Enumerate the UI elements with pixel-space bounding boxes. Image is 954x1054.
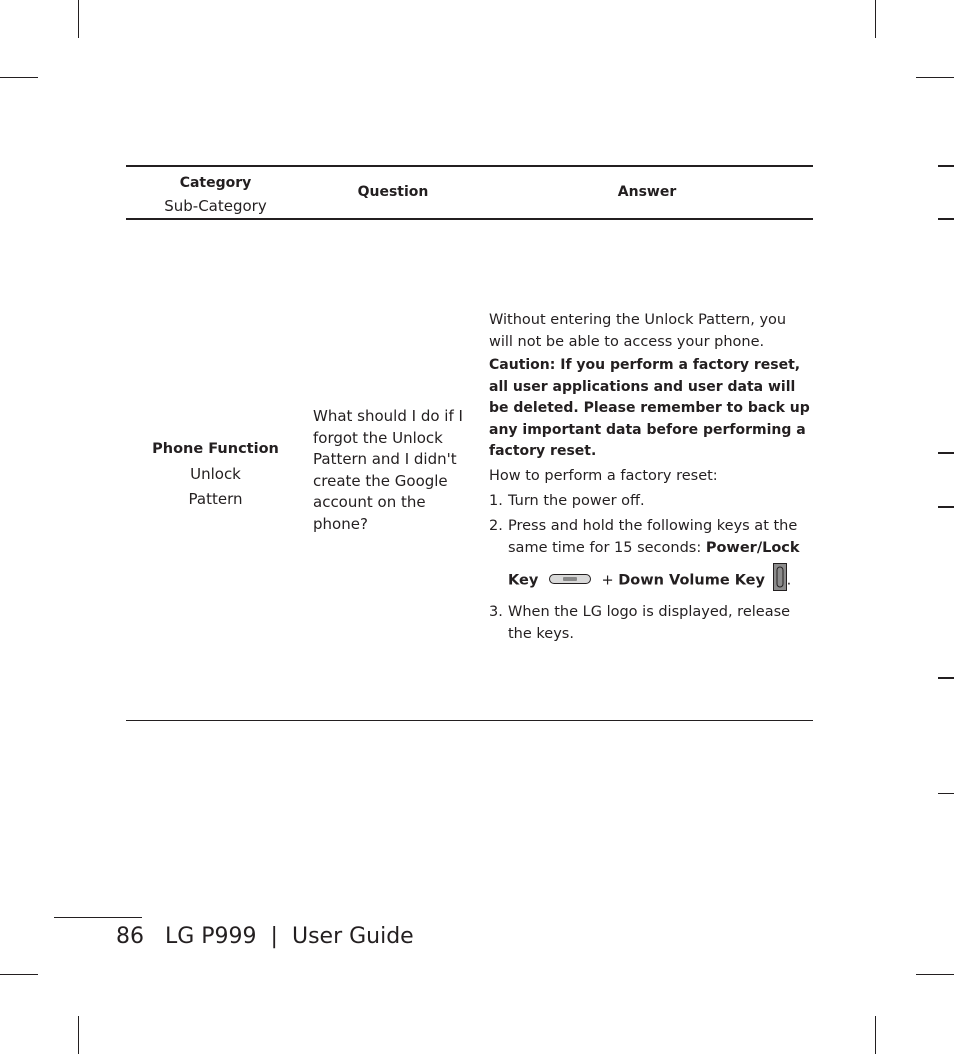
header-sub-category: Sub-Category [164, 197, 267, 215]
crop-mark [78, 1016, 79, 1054]
crop-mark [916, 77, 954, 78]
crop-mark [916, 974, 954, 975]
answer-caution: Caution: If you perform a factory reset, all user applications and user data will be deleted. Please remember to back up any important data before performing a factory reset. [489, 357, 810, 459]
step-bold-suffix: Power/Lock [705, 539, 800, 556]
answer-step-3 [489, 601, 811, 645]
edge-tab-mark [938, 793, 954, 794]
table-top-rule [126, 165, 813, 167]
crop-mark [0, 974, 38, 975]
row-answer-cell [489, 309, 811, 645]
table-header-rule [126, 218, 813, 220]
power-lock-key-icon [549, 569, 591, 591]
row-sub-category-line1: Unlock [190, 465, 241, 483]
crop-mark [78, 0, 79, 38]
row-question: What should I do if I forgot the Unlock Pattern and I didn't create the Google account on the phone? [313, 407, 463, 533]
page-footer [116, 924, 414, 949]
edge-tab-mark [938, 677, 954, 679]
key-label: Key [508, 572, 539, 588]
header-question: Question [357, 184, 429, 200]
step-text: Press and hold the following keys at the same time for 15 seconds: [508, 517, 798, 556]
crop-mark [0, 77, 38, 78]
row-category: Phone Function [152, 441, 279, 457]
step-number: 1. [489, 492, 503, 509]
step-text: When the LG logo is displayed, release the keys. [508, 603, 791, 642]
key-line-end: . [786, 572, 792, 588]
guide-title: User Guide [291, 924, 414, 949]
step-number: 3. [489, 603, 503, 620]
row-sub-category-line2: Pattern [188, 490, 243, 508]
edge-tab-mark [938, 506, 954, 508]
footer-separator: | [270, 924, 278, 949]
answer-how-to: How to perform a factory reset: [489, 467, 718, 484]
crop-mark [875, 0, 876, 38]
answer-step-2 [489, 515, 811, 598]
table-bottom-rule [126, 720, 813, 721]
step-number: 2. [489, 517, 503, 534]
step-text: Turn the power off. [508, 492, 645, 509]
header-answer: Answer [617, 184, 677, 200]
page-number: 86 [116, 924, 144, 949]
header-category-cell [126, 172, 305, 218]
crop-mark [875, 1016, 876, 1054]
plus-sign: + [601, 572, 614, 588]
answer-intro: Without entering the Unlock Pattern, you will not be able to access your phone. [489, 312, 787, 350]
volume-key-icon [773, 563, 787, 598]
answer-step-1 [489, 490, 811, 512]
product-name: LG P999 [164, 924, 257, 949]
edge-tab-mark [938, 452, 954, 454]
footer-rule [54, 917, 142, 918]
edge-tab-mark [938, 218, 954, 220]
key-combination-line [508, 563, 811, 598]
edge-tab-mark [938, 165, 954, 167]
row-category-cell [126, 437, 305, 512]
down-volume-key-label: Down Volume Key [618, 572, 765, 588]
header-category: Category [179, 175, 252, 191]
